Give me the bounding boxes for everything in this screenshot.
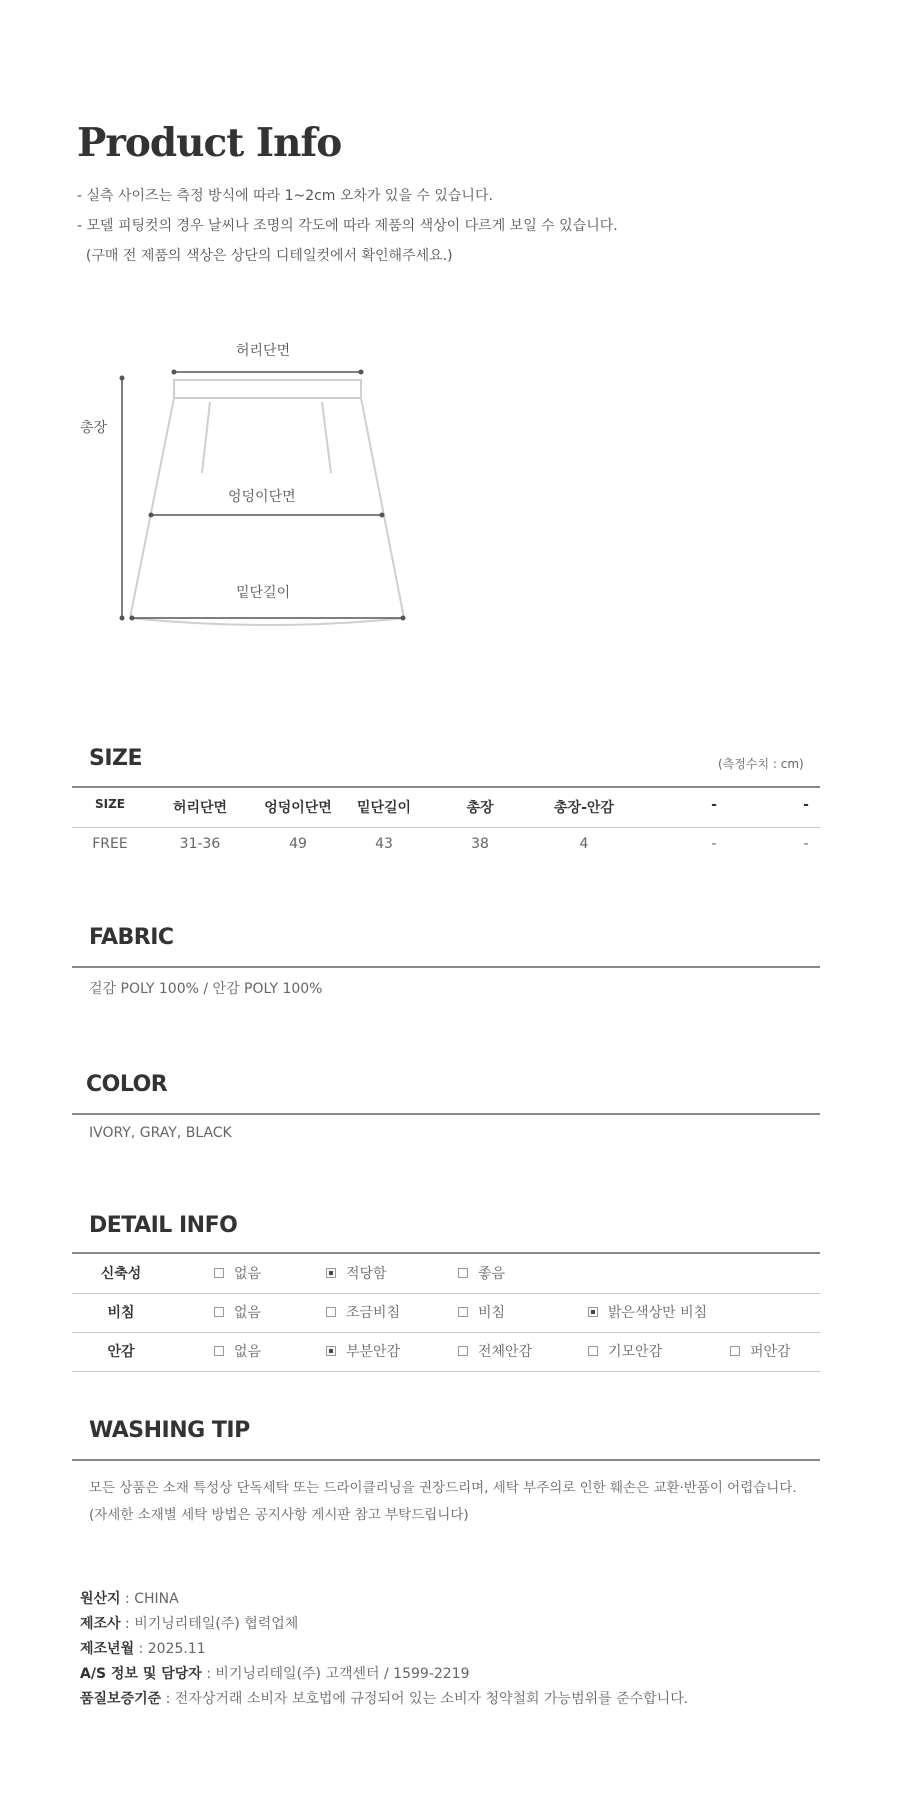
checkbox-icon xyxy=(458,1268,468,1278)
total-length-label: 총장 xyxy=(80,420,108,436)
checkbox-icon xyxy=(458,1346,468,1356)
size-header-row xyxy=(72,797,820,821)
left-dart xyxy=(202,402,210,473)
size-cell: 4 xyxy=(579,836,589,852)
detail-option: 없음 xyxy=(214,1302,261,1322)
fabric-text: 겉감 POLY 100% / 안감 POLY 100% xyxy=(89,981,323,997)
note-line-3: (구매 전 제품의 색상은 상단의 디테일컷에서 확인해주세요.) xyxy=(77,248,453,264)
footer-date: 제조년월 : 2025.11 xyxy=(80,1641,206,1657)
size-header-cell: 밑단길이 xyxy=(356,800,412,816)
checkbox-checked-icon xyxy=(588,1307,598,1317)
checkbox-icon xyxy=(588,1346,598,1356)
washing-title: WASHING TIP xyxy=(89,1418,250,1443)
size-cell: 38 xyxy=(471,836,489,852)
hip-label: 엉덩이단면 xyxy=(228,489,296,505)
size-header-cell: 총장-안감 xyxy=(554,800,614,816)
checkbox-checked-icon xyxy=(326,1346,336,1356)
hem-label: 밑단길이 xyxy=(236,585,291,601)
detail-option: 좋음 xyxy=(458,1263,505,1283)
size-rule-top xyxy=(72,786,820,788)
washing-text-1: 모든 상품은 소재 특성상 단독세탁 또는 드라이클리닝을 권장드리며, 세탁 부주의로 인한 훼손은 교환·반품이 어렵습니다. xyxy=(89,1480,797,1496)
detail-option: 밝은색상만 비침 xyxy=(588,1302,707,1322)
waist-label: 허리단면 xyxy=(236,343,291,359)
size-header-cell: - xyxy=(711,797,717,813)
size-header-cell: - xyxy=(803,797,809,813)
detail-rule-1 xyxy=(72,1293,820,1294)
detail-row-lining xyxy=(72,1341,820,1363)
size-cell: - xyxy=(803,836,809,852)
checkbox-icon xyxy=(458,1307,468,1317)
detail-row-stretch xyxy=(72,1263,820,1285)
size-cell: - xyxy=(711,836,717,852)
detail-rule-3 xyxy=(72,1371,820,1372)
detail-option: 전체안감 xyxy=(458,1341,532,1361)
size-title: SIZE xyxy=(89,746,143,771)
size-cell: 31-36 xyxy=(179,836,221,852)
detail-row-label: 안감 xyxy=(107,1344,135,1360)
detail-option: 없음 xyxy=(214,1341,261,1361)
size-cell: 43 xyxy=(375,836,393,852)
detail-rule-top xyxy=(72,1252,820,1254)
color-title: COLOR xyxy=(86,1072,168,1097)
detail-row-sheer xyxy=(72,1302,820,1324)
detail-rule-2 xyxy=(72,1332,820,1333)
detail-option: 부분안감 xyxy=(326,1341,400,1361)
size-header-cell: 엉덩이단면 xyxy=(264,800,332,816)
footer-manufacturer: 제조사 : 비기닝리테일(주) 협력업체 xyxy=(80,1616,299,1632)
detail-row-label: 비침 xyxy=(107,1305,135,1321)
size-cell: 49 xyxy=(289,836,307,852)
detail-row-label: 신축성 xyxy=(100,1266,142,1282)
detail-option: 비침 xyxy=(458,1302,505,1322)
checkbox-checked-icon xyxy=(326,1268,336,1278)
footer-as-info: A/S 정보 및 담당자 : 비기닝리테일(주) 고객센터 / 1599-2219 xyxy=(80,1666,470,1682)
checkbox-icon xyxy=(214,1268,224,1278)
skirt-diagram xyxy=(0,330,450,640)
right-dart xyxy=(322,402,331,473)
size-rule-mid xyxy=(72,827,820,828)
fabric-rule xyxy=(72,966,820,968)
checkbox-icon xyxy=(326,1307,336,1317)
unit-note: (측정수치 : cm) xyxy=(718,757,804,771)
footer-origin: 원산지 : CHINA xyxy=(80,1591,179,1607)
checkbox-icon xyxy=(214,1346,224,1356)
detail-title: DETAIL INFO xyxy=(89,1213,238,1238)
color-rule xyxy=(72,1113,820,1115)
checkbox-icon xyxy=(214,1307,224,1317)
color-text: IVORY, GRAY, BLACK xyxy=(89,1125,232,1141)
footer-quality: 품질보증기준 : 전자상거래 소비자 보호법에 규정되어 있는 소비자 청약철회 가능범위를 준수합니다. xyxy=(80,1691,689,1707)
waistband-shape xyxy=(174,380,361,398)
fabric-title: FABRIC xyxy=(89,925,174,950)
detail-option: 적당함 xyxy=(326,1263,387,1283)
detail-option: 없음 xyxy=(214,1263,261,1283)
table-row xyxy=(72,836,820,860)
size-header-cell: 허리단면 xyxy=(172,800,228,816)
size-header-cell: SIZE xyxy=(94,797,125,811)
size-cell: FREE xyxy=(92,836,128,852)
page-title: Product Info xyxy=(77,120,342,166)
size-header-cell: 총장 xyxy=(466,800,494,816)
washing-rule xyxy=(72,1459,820,1461)
washing-text-2: (자세한 소재별 세탁 방법은 공지사항 게시판 참고 부탁드립니다) xyxy=(89,1507,469,1523)
detail-option: 조금비침 xyxy=(326,1302,400,1322)
checkbox-icon xyxy=(730,1346,740,1356)
detail-option: 퍼안감 xyxy=(730,1341,791,1361)
detail-option: 기모안감 xyxy=(588,1341,662,1361)
note-line-1: - 실측 사이즈는 측정 방식에 따라 1~2cm 오차가 있을 수 있습니다. xyxy=(77,188,493,204)
note-line-2: - 모델 피팅컷의 경우 날씨나 조명의 각도에 따라 제품의 색상이 다르게 보일 수 있습니다. xyxy=(77,218,618,234)
